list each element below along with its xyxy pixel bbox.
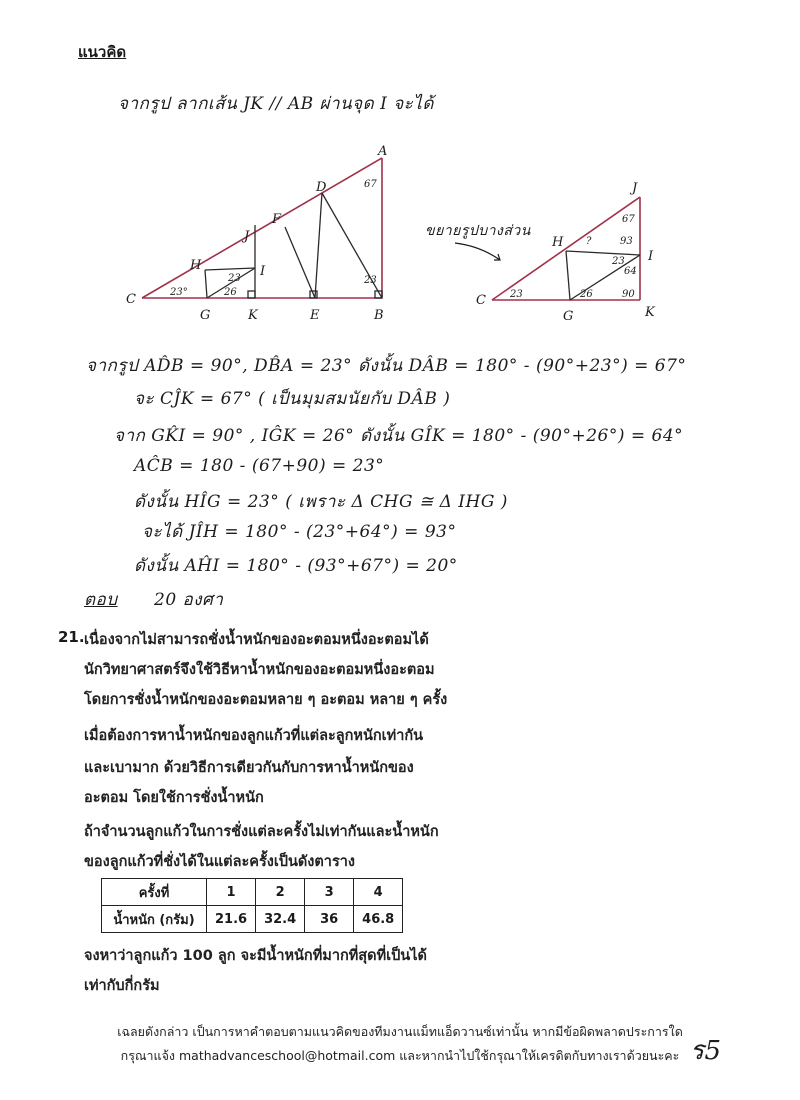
zoom-angle-i-top: 93: [620, 236, 633, 247]
zoom-label-g: G: [563, 309, 574, 320]
zoom-angle-j: 67: [622, 214, 635, 225]
table-header-trial: ครั้งที่: [102, 879, 207, 906]
question-ask-line: เท่ากับกี่กรัม: [84, 978, 160, 994]
zoom-label-k: K: [645, 305, 655, 320]
table-row: [102, 879, 403, 906]
label-g: G: [200, 308, 211, 323]
question-line: นักวิทยาศาสตร์จึงใช้วิธีหาน้ำหนักของอะตอมหนึ่งอะตอม: [84, 662, 435, 678]
main-triangle-figure: [120, 145, 420, 335]
page-mark: ร5: [690, 1036, 722, 1066]
zoom-angle-c: 23: [510, 289, 523, 300]
footer-line-1: เฉลยดังกล่าว เป็นการหาคำตอบตามแนวคิดของทีมงานแม็ทแอ็ดวานซ์เท่านั้น หากมีข้อผิดพลาดประการใด: [117, 1024, 683, 1039]
work-line: ดังนั้น HÎG = 23° ( เพราะ Δ CHG ≅ Δ IHG ): [134, 492, 508, 512]
table-cell: 46.8: [354, 906, 403, 933]
label-k: K: [248, 308, 258, 323]
question-line: โดยการชั่งน้ำหนักของอะตอมหลาย ๆ อะตอม หลาย ๆ ครั้ง: [84, 692, 448, 708]
footer-line-2: กรุณาแจ้ง mathadvanceschool@hotmail.com และหากนำไปใช้กรุณาให้เครดิตกับทางเราด้วยนะคะ: [120, 1048, 680, 1063]
work-line: จากรูป AD̂B = 90°, DB̂A = 23° ดังนั้น DÂB = 180° - (90°+23°) = 67°: [86, 356, 687, 376]
work-line: ดังนั้น AĤI = 180° - (93°+67°) = 20°: [134, 556, 458, 576]
table-cell: 32.4: [256, 906, 305, 933]
angle-c: 23°: [170, 287, 188, 298]
table-cell: 3: [305, 879, 354, 906]
work-line: จะได้ JÎH = 180° - (23°+64°) = 93°: [142, 522, 457, 542]
question-line: เมื่อต้องการหาน้ำหนักของลูกแก้วที่แต่ละลูกหนักเท่ากัน: [84, 728, 424, 744]
page-heading: แนวคิด: [78, 43, 127, 61]
work-line: จาก GK̂I = 90° , IĜK = 26° ดังนั้น GÎK = 180° - (90°+26°) = 64°: [114, 426, 684, 446]
table-cell: 2: [256, 879, 305, 906]
intro-line: จากรูป ลากเส้น JK // AB ผ่านจุด I จะได้: [118, 94, 434, 114]
zoom-caption: ขยายรูปบางส่วน: [425, 223, 531, 239]
question-line: เนื่องจากไม่สามารถชั่งน้ำหนักของอะตอมหนึ่งอะตอมได้: [84, 632, 429, 648]
label-j: J: [244, 229, 250, 244]
label-f: F: [272, 212, 282, 227]
zoom-angle-i-mid: 23: [612, 256, 625, 267]
question-line: และเบามาก ด้วยวิธีการเดียวกันกับการหาน้ำหนักของ: [84, 760, 414, 776]
label-i: I: [260, 264, 266, 279]
angle-a: 67: [364, 179, 377, 190]
zoomed-triangle-figure: [470, 180, 680, 320]
table-header-weight: น้ำหนัก (กรัม): [102, 906, 207, 933]
table-cell: 21.6: [207, 906, 256, 933]
angle-small-26: 26: [224, 287, 237, 298]
weights-table: [101, 878, 403, 933]
zoom-angle-k: 90: [622, 289, 635, 300]
question-line: อะตอม โดยใช้การชั่งน้ำหนัก: [84, 790, 264, 806]
label-e: E: [310, 308, 320, 323]
zoom-label-j: J: [632, 181, 638, 196]
work-line: จะ CĴK = 67° ( เป็นมุมสมนัยกับ DÂB ): [134, 389, 451, 409]
table-cell: 4: [354, 879, 403, 906]
table-cell: 1: [207, 879, 256, 906]
zoom-angle-i-low: 64: [624, 266, 637, 277]
question-ask-line: จงหาว่าลูกแก้ว 100 ลูก จะมีน้ำหนักที่มากที่สุดที่เป็นได้: [84, 948, 427, 964]
zoom-angle-g: 26: [580, 289, 593, 300]
question-line: ของลูกแก้วที่ชั่งได้ในแต่ละครั้งเป็นดังตาราง: [84, 854, 355, 870]
angle-small-23: 23: [228, 273, 241, 284]
table-cell: 36: [305, 906, 354, 933]
angle-b: 23: [364, 275, 377, 286]
table-row: [102, 906, 403, 933]
answer-value: 20 องศา: [154, 590, 224, 610]
zoom-label-i: I: [648, 249, 654, 264]
label-c: C: [126, 292, 136, 307]
answer-label: ตอบ: [84, 590, 118, 610]
work-line: AĈB = 180 - (67+90) = 23°: [134, 456, 385, 476]
question-line: ถ้าจำนวนลูกแก้วในการชั่งแต่ละครั้งไม่เท่ากันและน้ำหนัก: [84, 824, 439, 840]
label-d: D: [316, 180, 327, 195]
zoom-label-h: H: [552, 235, 564, 250]
zoom-angle-h: ?: [586, 236, 592, 247]
label-a: A: [378, 145, 388, 159]
label-b: B: [374, 308, 384, 323]
question-number: 21.: [58, 628, 85, 646]
label-h: H: [190, 258, 202, 273]
zoom-label-c: C: [476, 293, 486, 308]
